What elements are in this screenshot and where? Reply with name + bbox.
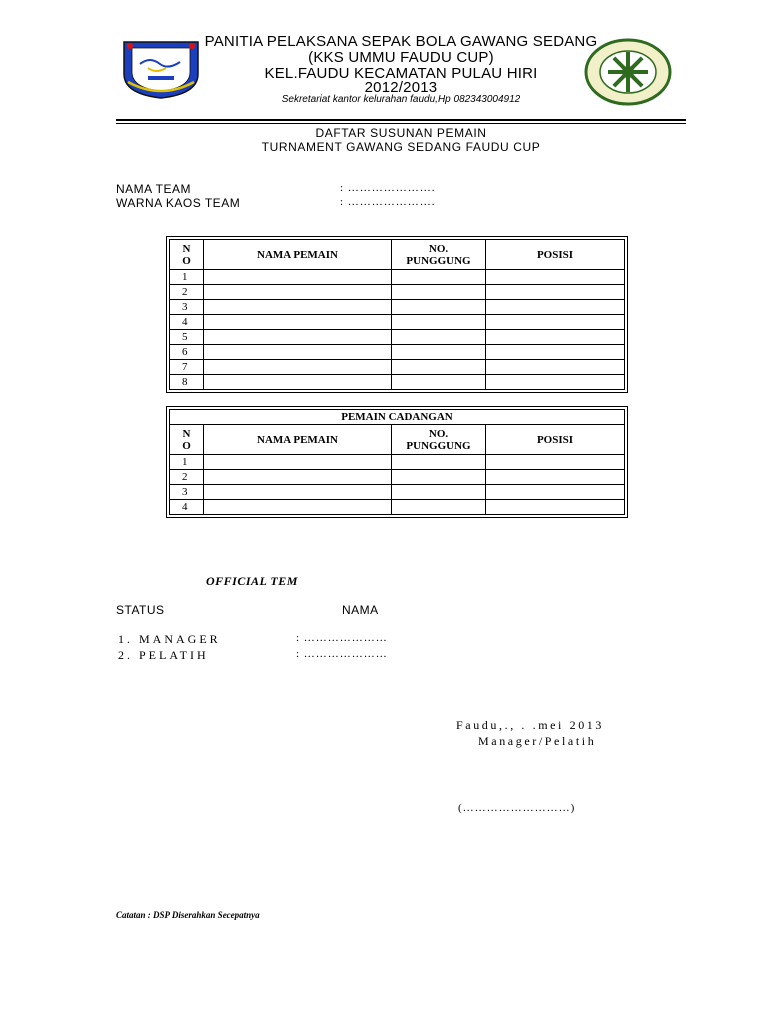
cell-shirt-number[interactable] — [392, 315, 486, 330]
table-row — [170, 270, 625, 285]
committee-title: PANITIA PELAKSANA SEPAK BOLA GAWANG SEDANG — [204, 33, 598, 50]
cell-no: 6 — [170, 345, 204, 360]
cell-shirt-number[interactable] — [392, 285, 486, 300]
cell-position[interactable] — [486, 345, 625, 360]
cell-position[interactable] — [486, 485, 625, 500]
cell-player-name[interactable] — [204, 375, 392, 390]
cell-shirt-number[interactable] — [392, 360, 486, 375]
name-label: NAMA — [342, 603, 379, 617]
official-heading: OFFICIAL TEM — [206, 574, 298, 588]
col-header-shirt-number: NO. PUNGGUNG — [392, 425, 486, 455]
cell-no: 5 — [170, 330, 204, 345]
table-row — [170, 360, 625, 375]
col-header-position: POSISI — [486, 240, 625, 270]
cup-title: (KKS UMMU FAUDU CUP) — [308, 49, 494, 66]
cell-shirt-number[interactable] — [392, 345, 486, 360]
player-table-frame — [166, 236, 628, 393]
col-header-shirt-number: NO. PUNGGUNG — [392, 240, 486, 270]
table-row — [170, 315, 625, 330]
cell-player-name[interactable] — [204, 345, 392, 360]
footer-note: Catatan : DSP Diserahkan Secepatnya — [116, 910, 260, 920]
cell-shirt-number[interactable] — [392, 455, 486, 470]
col-header-no: N O — [170, 240, 204, 270]
table-row — [170, 330, 625, 345]
cell-player-name[interactable] — [204, 485, 392, 500]
document-title: DAFTAR SUSUNAN PEMAIN — [315, 126, 487, 140]
table-row — [170, 375, 625, 390]
role-manager-label: 1. MANAGER — [118, 632, 221, 646]
cell-no: 1 — [170, 455, 204, 470]
shirt-color-value[interactable]: : …………………. — [340, 196, 436, 208]
cell-player-name[interactable] — [204, 315, 392, 330]
signature-place-date: Faudu,., . .mei 2013 — [456, 718, 604, 732]
cell-no: 8 — [170, 375, 204, 390]
role-coach-label: 2. PELATIH — [118, 648, 209, 662]
cell-position[interactable] — [486, 500, 625, 515]
cell-position[interactable] — [486, 315, 625, 330]
cell-player-name[interactable] — [204, 300, 392, 315]
cell-shirt-number[interactable] — [392, 300, 486, 315]
cell-position[interactable] — [486, 300, 625, 315]
signature-name-blank[interactable]: (………………………) — [458, 802, 576, 814]
table-row — [170, 455, 625, 470]
cell-no: 1 — [170, 270, 204, 285]
cell-shirt-number[interactable] — [392, 375, 486, 390]
status-label: STATUS — [116, 603, 165, 617]
document-subtitle: TURNAMENT GAWANG SEDANG FAUDU CUP — [261, 140, 541, 154]
table-row — [170, 470, 625, 485]
reserve-table-frame — [166, 406, 628, 518]
cell-no: 7 — [170, 360, 204, 375]
col-header-position: POSISI — [486, 425, 625, 455]
table-row — [170, 300, 625, 315]
cell-player-name[interactable] — [204, 470, 392, 485]
cell-player-name[interactable] — [204, 500, 392, 515]
player-table — [169, 239, 625, 390]
cell-shirt-number[interactable] — [392, 470, 486, 485]
cell-shirt-number[interactable] — [392, 485, 486, 500]
table-row — [170, 485, 625, 500]
cell-position[interactable] — [486, 270, 625, 285]
secretariat-info: Sekretariat kantor kelurahan faudu,Hp 082343004912 — [281, 94, 521, 105]
season-year: 2012/2013 — [364, 79, 438, 96]
cell-position[interactable] — [486, 330, 625, 345]
cell-shirt-number[interactable] — [392, 270, 486, 285]
col-header-player-name: NAMA PEMAIN — [204, 425, 392, 455]
cell-player-name[interactable] — [204, 270, 392, 285]
cell-no: 2 — [170, 470, 204, 485]
cell-no: 4 — [170, 315, 204, 330]
team-name-value[interactable]: : …………………. — [340, 182, 436, 194]
cell-player-name[interactable] — [204, 360, 392, 375]
table-row — [170, 500, 625, 515]
team-name-label: NAMA TEAM — [116, 182, 191, 196]
table-row — [170, 345, 625, 360]
role-coach-value[interactable]: : ………………… — [296, 648, 388, 660]
header-divider — [116, 119, 686, 121]
cell-position[interactable] — [486, 375, 625, 390]
reserve-table — [169, 409, 625, 515]
cell-position[interactable] — [486, 360, 625, 375]
role-manager-value[interactable]: : ………………… — [296, 632, 388, 644]
cell-no: 3 — [170, 485, 204, 500]
cell-no: 2 — [170, 285, 204, 300]
cell-player-name[interactable] — [204, 455, 392, 470]
cell-shirt-number[interactable] — [392, 500, 486, 515]
cell-player-name[interactable] — [204, 330, 392, 345]
district-title: KEL.FAUDU KECAMATAN PULAU HIRI — [264, 65, 538, 82]
header-divider-thin — [116, 123, 686, 124]
cell-player-name[interactable] — [204, 285, 392, 300]
table-row — [170, 285, 625, 300]
cell-shirt-number[interactable] — [392, 330, 486, 345]
shirt-color-label: WARNA KAOS TEAM — [116, 196, 241, 210]
signature-role: Manager/Pelatih — [478, 734, 597, 748]
cell-position[interactable] — [486, 455, 625, 470]
cell-position[interactable] — [486, 285, 625, 300]
cell-position[interactable] — [486, 470, 625, 485]
col-header-no: N O — [170, 425, 204, 455]
cell-no: 3 — [170, 300, 204, 315]
reserve-table-caption: PEMAIN CADANGAN — [170, 410, 625, 425]
col-header-player-name: NAMA PEMAIN — [204, 240, 392, 270]
cell-no: 4 — [170, 500, 204, 515]
